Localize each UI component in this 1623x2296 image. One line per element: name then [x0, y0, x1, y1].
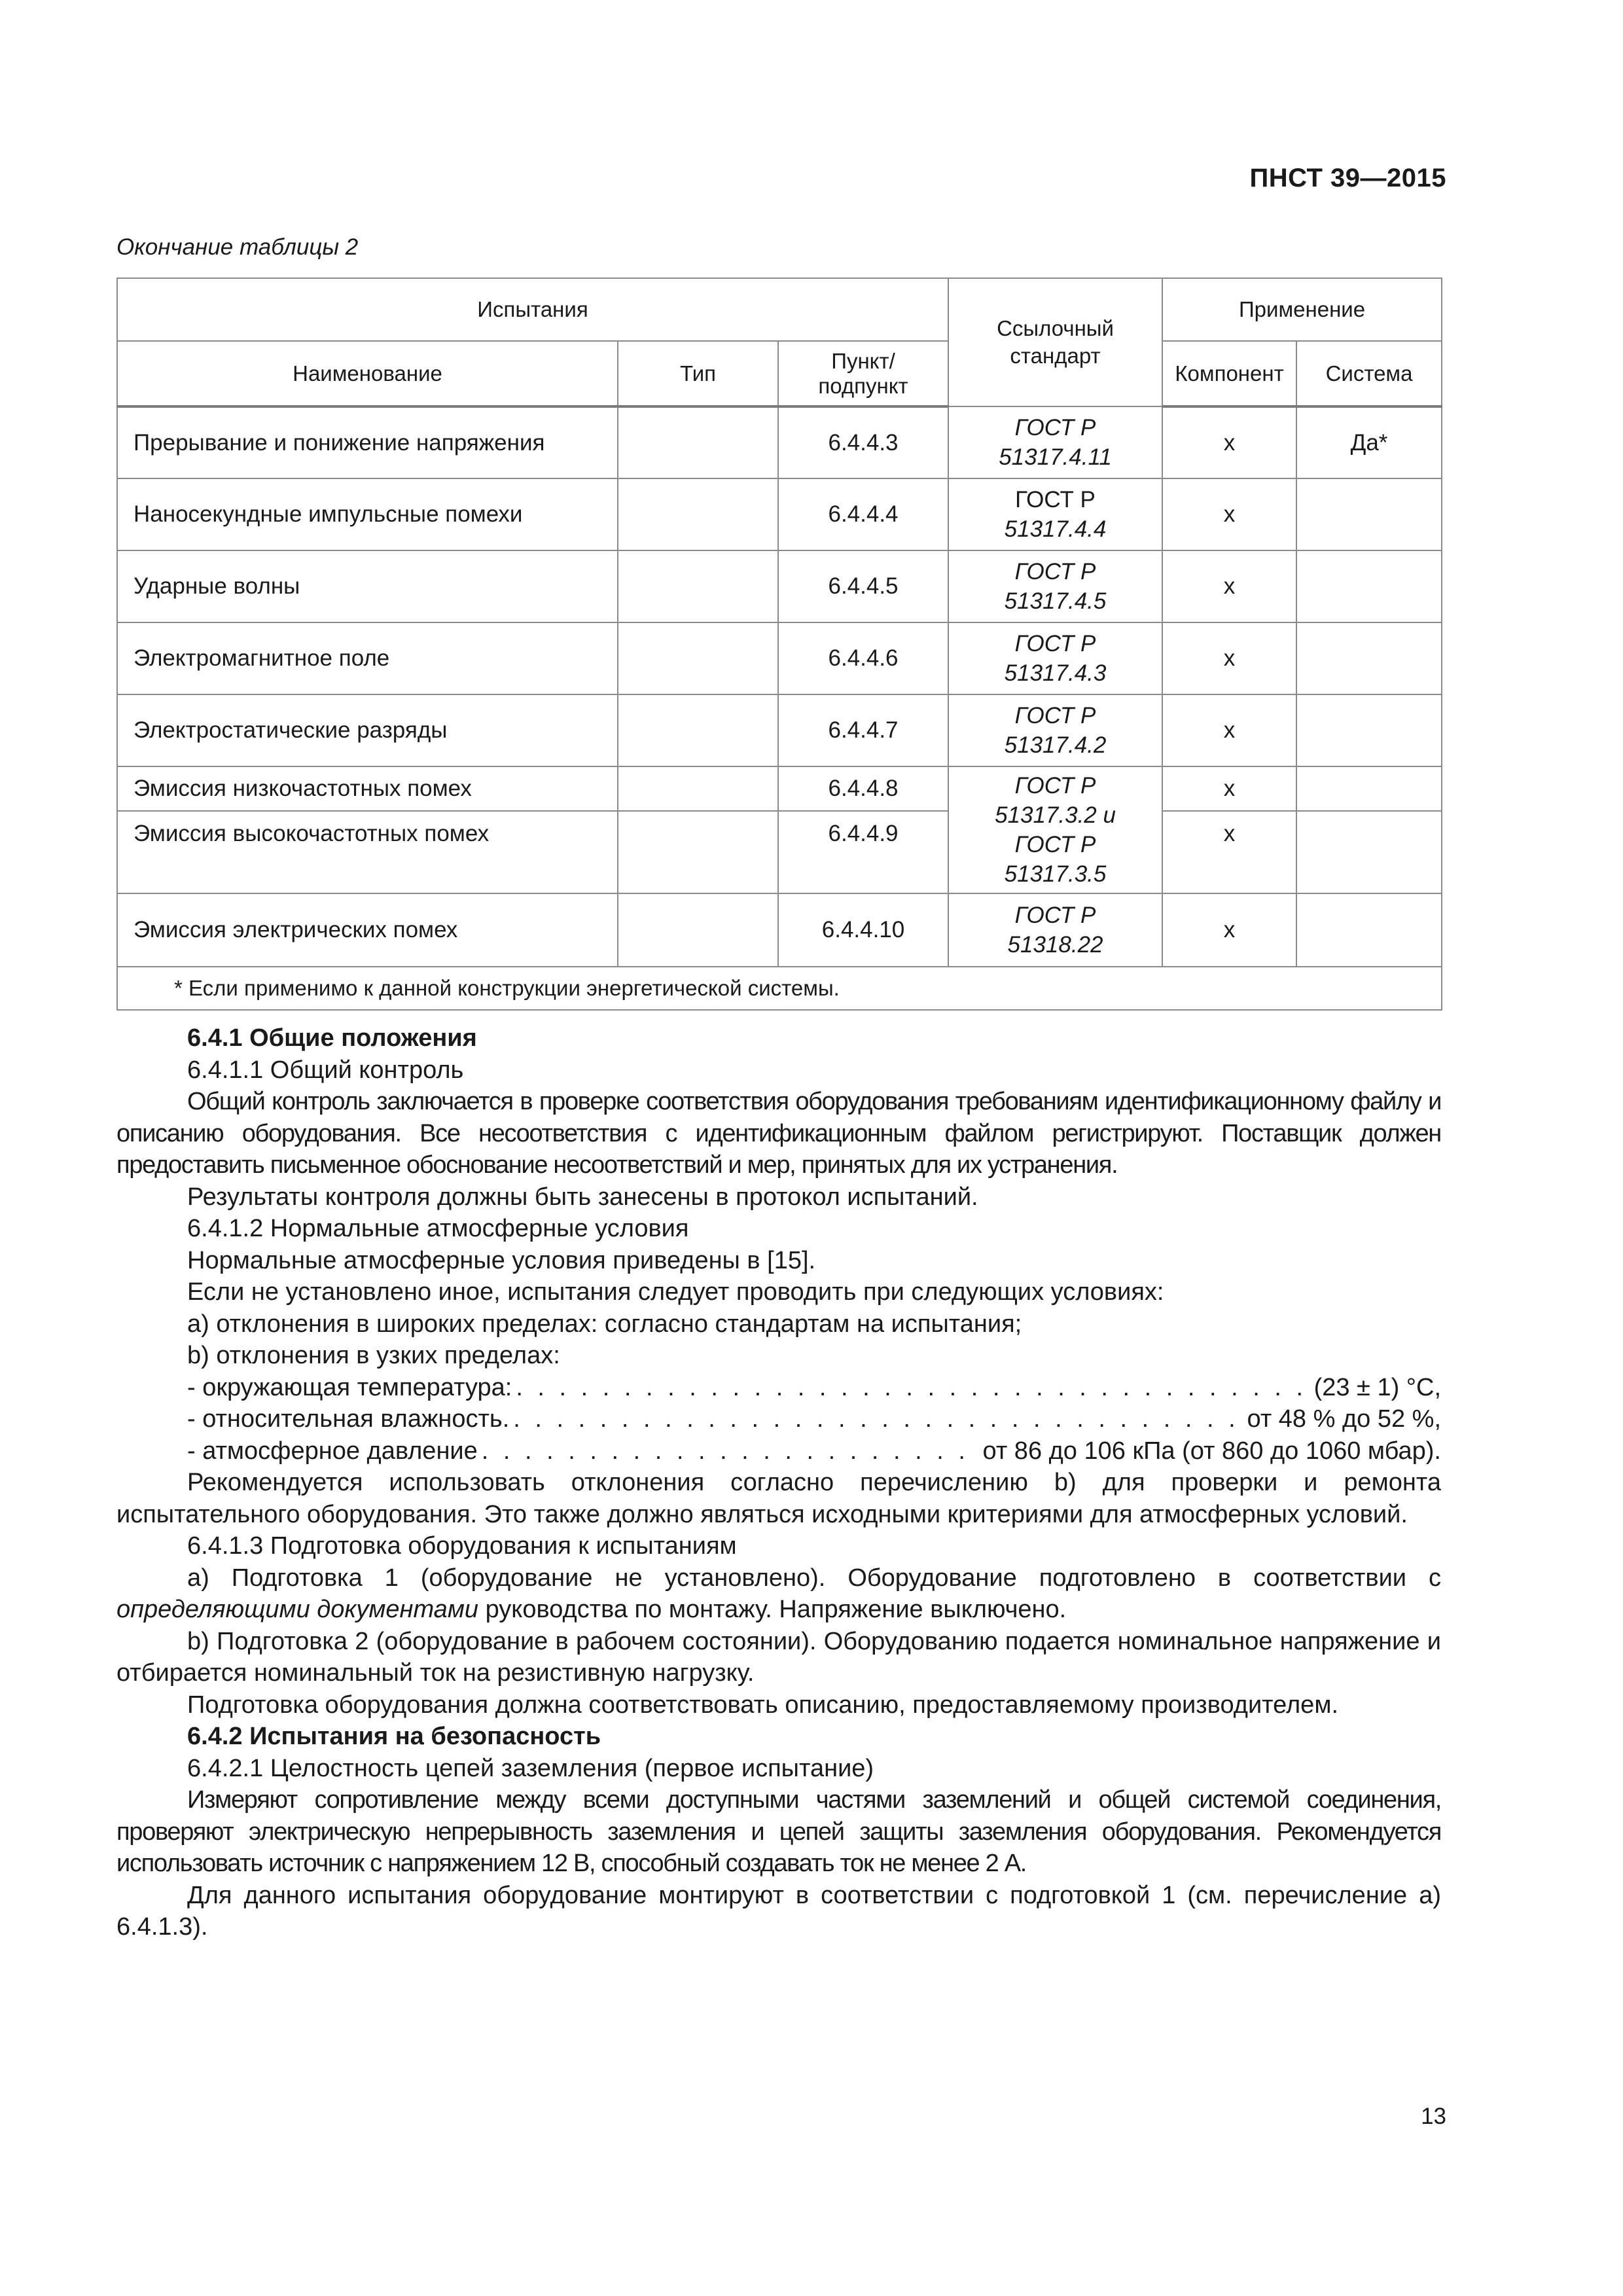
cell-system — [1296, 766, 1442, 811]
condition-pressure — [116, 1435, 1441, 1467]
cell-reference — [948, 550, 1162, 622]
reference-line: ГОСТ Р — [1014, 559, 1096, 584]
subsection-title-6-4-2-1: 6.4.2.1 Целостность цепей заземления (первое испытание) — [187, 1754, 874, 1782]
cell-system — [1296, 478, 1442, 550]
cell-system — [1296, 811, 1442, 893]
header-system: Система — [1296, 341, 1442, 406]
cell-type — [618, 478, 778, 550]
header-name: Наименование — [117, 341, 618, 406]
table-caption: Окончание таблицы 2 — [116, 234, 359, 260]
cell-reference — [948, 622, 1162, 694]
cell-type — [618, 893, 778, 967]
cell-component: х — [1162, 694, 1296, 766]
table-subheader-row — [117, 341, 1442, 406]
paragraph: Измеряют сопротивление между всеми доступными частями заземлений и общей системой соединения, проверяют электрическую непрерывность заземления и цепей защиты заземления оборудования. Рекомендуется использовать источник с напряжением 12 В, способный создавать ток не менее 2 А. — [116, 1786, 1441, 1877]
cell-clause: 6.4.4.5 — [778, 550, 948, 622]
text-run: руководства по монтажу. Напряжение выключено. — [478, 1596, 1067, 1623]
condition-temperature — [116, 1372, 1441, 1404]
reference-line: 51317.3.2 и — [995, 802, 1116, 828]
subsection-title-6-4-1-3: 6.4.1.3 Подготовка оборудования к испытаниям — [187, 1532, 737, 1560]
cell-component: х — [1162, 766, 1296, 811]
italic-term: определяющими документами — [116, 1596, 479, 1623]
paragraph: Подготовка оборудования должна соответствовать описанию, предоставляемому производителем. — [187, 1691, 1339, 1719]
reference-line: 51317.4.3 — [1004, 660, 1107, 686]
document-designation: ПНСТ 39—2015 — [1249, 164, 1446, 192]
cell-reference — [948, 478, 1162, 550]
reference-line: ГОСТ Р — [1014, 631, 1096, 656]
cell-clause: 6.4.4.6 — [778, 622, 948, 694]
cell-system: Да* — [1296, 406, 1442, 478]
cell-name: Эмиссия низкочастотных помех — [117, 766, 618, 811]
reference-line: ГОСТ Р — [1015, 487, 1096, 512]
cell-component: х — [1162, 406, 1296, 478]
table-row — [117, 550, 1442, 622]
dot-leader — [482, 1435, 979, 1467]
cell-name: Наносекундные импульсные помехи — [117, 478, 618, 550]
reference-line: ГОСТ Р — [1014, 703, 1096, 728]
list-item: b) отклонения в узких пределах: — [187, 1342, 560, 1369]
cell-reference — [948, 893, 1162, 967]
cell-name: Ударные волны — [117, 550, 618, 622]
document-body — [116, 1022, 1441, 1943]
cell-type — [618, 766, 778, 811]
section-heading-6-4-2: 6.4.2 Испытания на безопасность — [187, 1723, 601, 1750]
cell-clause: 6.4.4.3 — [778, 406, 948, 478]
header-reference: Ссылочный стандарт — [948, 278, 1162, 406]
paragraph: Результаты контроля должны быть занесены в протокол испытаний. — [187, 1183, 978, 1211]
reference-line: 51317.4.4 — [1004, 516, 1107, 542]
text-run: а) Подготовка 1 (оборудование не установлено). Оборудование подготовлено в соответствии с — [187, 1564, 1441, 1592]
paragraph: Нормальные атмосферные условия приведены в [15]. — [187, 1246, 816, 1274]
cell-system — [1296, 893, 1442, 967]
cell-system — [1296, 622, 1442, 694]
cell-reference — [948, 694, 1162, 766]
reference-line: ГОСТ Р — [1014, 415, 1096, 440]
cell-component: х — [1162, 622, 1296, 694]
cell-name: Эмиссия высокочастотных помех — [117, 811, 618, 893]
cell-type — [618, 622, 778, 694]
condition-humidity — [116, 1403, 1441, 1435]
reference-line: ГОСТ Р — [1014, 832, 1096, 857]
reference-line: ГОСТ Р — [1014, 903, 1096, 928]
page-number: 13 — [1421, 2104, 1446, 2129]
header-tests: Испытания — [117, 278, 948, 341]
section-heading-6-4-1: 6.4.1 Общие положения — [187, 1024, 477, 1052]
cell-name: Электромагнитное поле — [117, 622, 618, 694]
paragraph: Общий контроль заключается в проверке соответствия оборудования требованиям идентификационному файлу и описанию оборудования. Все несоответствия с идентификационным файлом регистрируют. Поставщик должен предоставить письменное обоснование несоответствий и мер, принятых для их устранения. — [116, 1088, 1441, 1179]
cell-system — [1296, 550, 1442, 622]
condition-label: - относительная влажность. — [187, 1405, 510, 1433]
condition-value: (23 ± 1) °С, — [1313, 1373, 1441, 1401]
cell-component: х — [1162, 478, 1296, 550]
table-row — [117, 893, 1442, 967]
cell-component: х — [1162, 811, 1296, 893]
condition-label: - атмосферное давление — [187, 1437, 478, 1465]
reference-line: 51317.3.5 — [1004, 861, 1107, 887]
cell-clause: 6.4.4.9 — [778, 811, 948, 893]
list-item: а) отклонения в широких пределах: согласно стандартам на испытания; — [187, 1310, 1022, 1338]
paragraph: Рекомендуется использовать отклонения согласно перечислению b) для проверки и ремонта испытательного оборудования. Это также должно являться исходными критериями для атмосферных условий. — [116, 1469, 1441, 1528]
cell-reference — [948, 406, 1162, 478]
cell-type — [618, 811, 778, 893]
paragraph: Для данного испытания оборудование монтируют в соответствии с подготовкой 1 (см. перечисление а) 6.4.1.3). — [116, 1881, 1441, 1941]
cell-type — [618, 694, 778, 766]
cell-name: Прерывание и понижение напряжения — [117, 406, 618, 478]
cell-system — [1296, 694, 1442, 766]
condition-label: - окружающая температура: — [187, 1373, 512, 1401]
cell-name: Электростатические разряды — [117, 694, 618, 766]
table-row — [117, 766, 1442, 811]
condition-value: от 48 % до 52 %, — [1247, 1405, 1441, 1433]
reference-line: 51317.4.11 — [999, 444, 1112, 470]
header-type: Тип — [618, 341, 778, 406]
dot-leader — [516, 1372, 1310, 1404]
header-application: Применение — [1162, 278, 1442, 341]
cell-type — [618, 550, 778, 622]
subsection-title-6-4-1-1: 6.4.1.1 Общий контроль — [187, 1056, 464, 1084]
cell-component: х — [1162, 550, 1296, 622]
paragraph: Если не установлено иное, испытания следует проводить при следующих условиях: — [187, 1278, 1164, 1306]
cell-reference-merged — [948, 766, 1162, 893]
tests-table — [116, 278, 1442, 1011]
reference-line: ГОСТ Р — [1014, 773, 1096, 798]
cell-clause: 6.4.4.4 — [778, 478, 948, 550]
cell-clause: 6.4.4.7 — [778, 694, 948, 766]
cell-clause: 6.4.4.10 — [778, 893, 948, 967]
header-component: Компонент — [1162, 341, 1296, 406]
reference-line: 51318.22 — [1007, 932, 1103, 958]
header-clause: Пункт/подпункт — [778, 341, 948, 406]
list-item: b) Подготовка 2 (оборудование в рабочем состоянии). Оборудованию подается номинальное напряжение и отбирается номинальный ток на резистивную нагрузку. — [116, 1627, 1441, 1687]
table-footnote: * Если применимо к данной конструкции энергетической системы. — [117, 967, 1442, 1010]
table-row — [117, 406, 1442, 478]
condition-value: от 86 до 106 кПа (от 860 до 1060 мбар). — [982, 1437, 1441, 1465]
reference-line: 51317.4.2 — [1004, 732, 1107, 758]
cell-name: Эмиссия электрических помех — [117, 893, 618, 967]
table-row — [117, 811, 1442, 893]
table-footnote-row — [117, 967, 1442, 1010]
table-row — [117, 622, 1442, 694]
reference-line: 51317.4.5 — [1004, 588, 1107, 614]
list-item — [116, 1562, 1441, 1626]
table-header-row — [117, 278, 1442, 341]
dot-leader — [513, 1403, 1243, 1435]
subsection-title-6-4-1-2: 6.4.1.2 Нормальные атмосферные условия — [187, 1215, 689, 1242]
table-row — [117, 694, 1442, 766]
cell-clause: 6.4.4.8 — [778, 766, 948, 811]
cell-component: х — [1162, 893, 1296, 967]
cell-type — [618, 406, 778, 478]
table-row — [117, 478, 1442, 550]
